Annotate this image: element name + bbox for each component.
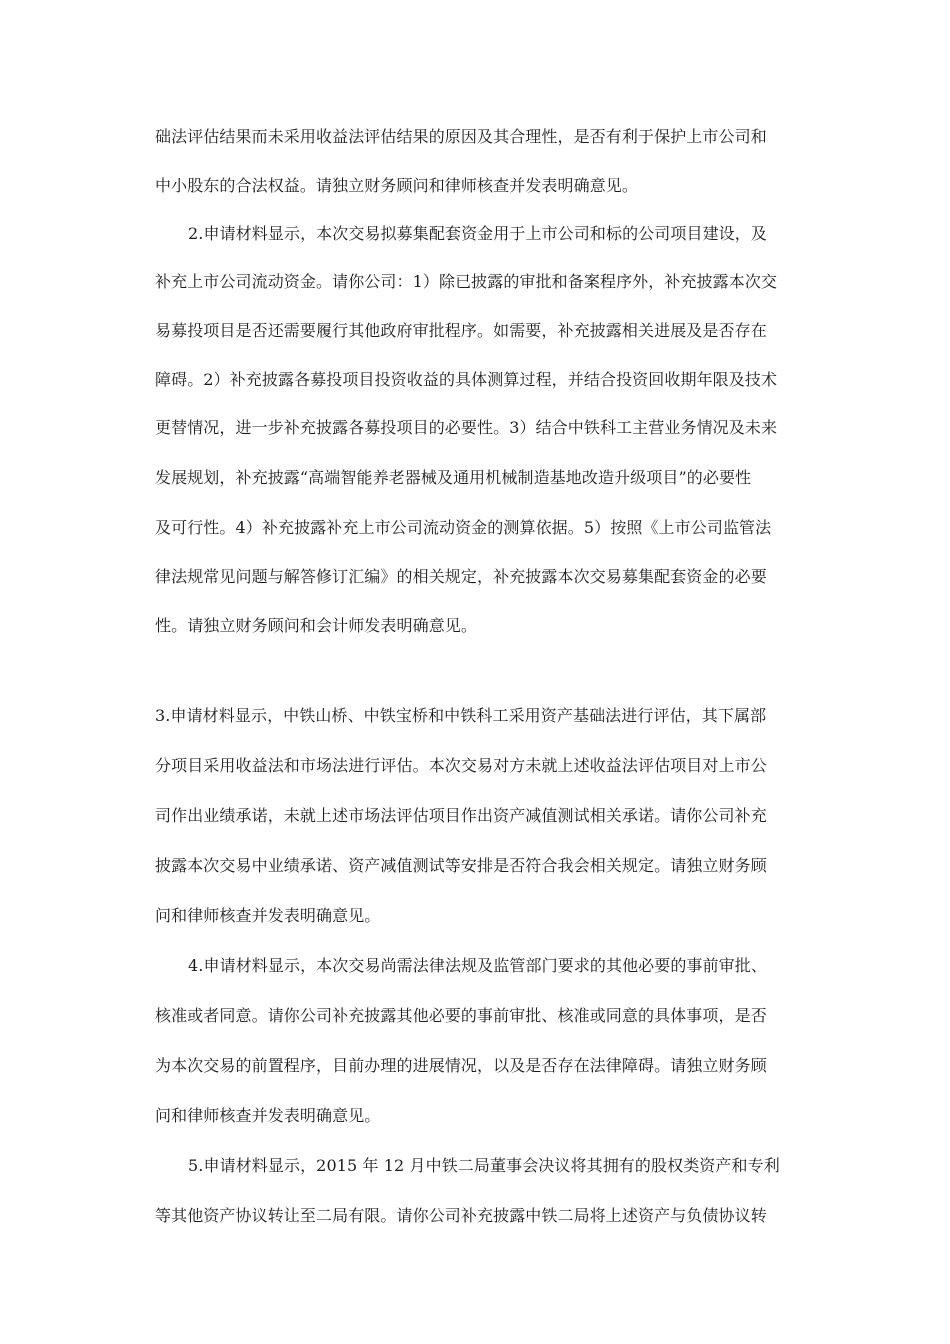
paragraph-1-line-1: 础法评估结果而未采用收益法评估结果的原因及其合理性，是否有利于保护上市公司和 [155, 127, 767, 146]
paragraph-3-line-2: 分项目采用收益法和市场法进行评估。本次交易对方未就上述收益法评估项目对上市公 [155, 756, 767, 775]
paragraph-2-line-8: 律法规常见问题与解答修订汇编》的相关规定，补充披露本次交易募集配套资金的必要 [155, 567, 767, 586]
paragraph-2-line-3: 易募投项目是否还需要履行其他政府审批程序。如需要，补充披露相关进展及是否存在 [155, 321, 767, 340]
paragraph-2-line-7: 及可行性。4）补充披露补充上市公司流动资金的测算依据。5）按照《上市公司监管法 [155, 518, 772, 537]
paragraph-2-line-5: 更替情况，进一步补充披露各募投项目的必要性。3）结合中铁科工主营业务情况及未来 [155, 418, 778, 437]
paragraph-2-line-4: 障碍。2）补充披露各募投项目投资收益的具体测算过程，并结合投资回收期年限及技术 [155, 370, 778, 389]
paragraph-4-line-2: 核准或者同意。请你公司补充披露其他必要的事前审批、核准或同意的具体事项，是否 [155, 1006, 767, 1025]
paragraph-4-line-1: 4.申请材料显示，本次交易尚需法律法规及监管部门要求的其他必要的事前审批、 [188, 956, 767, 975]
paragraph-2-line-2: 补充上市公司流动资金。请你公司：1）除已披露的审批和备案程序外，补充披露本次交 [155, 272, 778, 291]
paragraph-1-line-2: 中小股东的合法权益。请独立财务顾问和律师核查并发表明确意见。 [155, 176, 639, 195]
paragraph-4-line-3: 为本次交易的前置程序，目前办理的进展情况，以及是否存在法律障碍。请独立财务顾 [155, 1056, 767, 1075]
paragraph-5-line-2: 等其他资产协议转让至二局有限。请你公司补充披露中铁二局将上述资产与负债协议转 [155, 1206, 767, 1225]
paragraph-2-line-9: 性。请独立财务顾问和会计师发表明确意见。 [155, 616, 478, 635]
paragraph-3-line-1: 3.申请材料显示，中铁山桥、中铁宝桥和中铁科工采用资产基础法进行评估，其下属部 [155, 706, 767, 725]
paragraph-2-line-6: 发展规划，补充披露“高端智能养老器械及通用机械制造基地改造升级项目”的必要性 [155, 468, 752, 487]
paragraph-4-line-4: 问和律师核查并发表明确意见。 [155, 1106, 381, 1125]
paragraph-3-line-5: 问和律师核查并发表明确意见。 [155, 906, 381, 925]
paragraph-2-line-1: 2.申请材料显示，本次交易拟募集配套资金用于上市公司和标的公司项目建设，及 [188, 224, 767, 243]
paragraph-3-line-4: 披露本次交易中业绩承诺、资产减值测试等安排是否符合我会相关规定。请独立财务顾 [155, 856, 767, 875]
paragraph-5-line-1: 5.申请材料显示，2015 年 12 月中铁二局董事会决议将其拥有的股权类资产和专利 [188, 1156, 780, 1175]
paragraph-3-line-3: 司作出业绩承诺，未就上述市场法评估项目作出资产减值测试相关承诺。请你公司补充 [155, 806, 767, 825]
